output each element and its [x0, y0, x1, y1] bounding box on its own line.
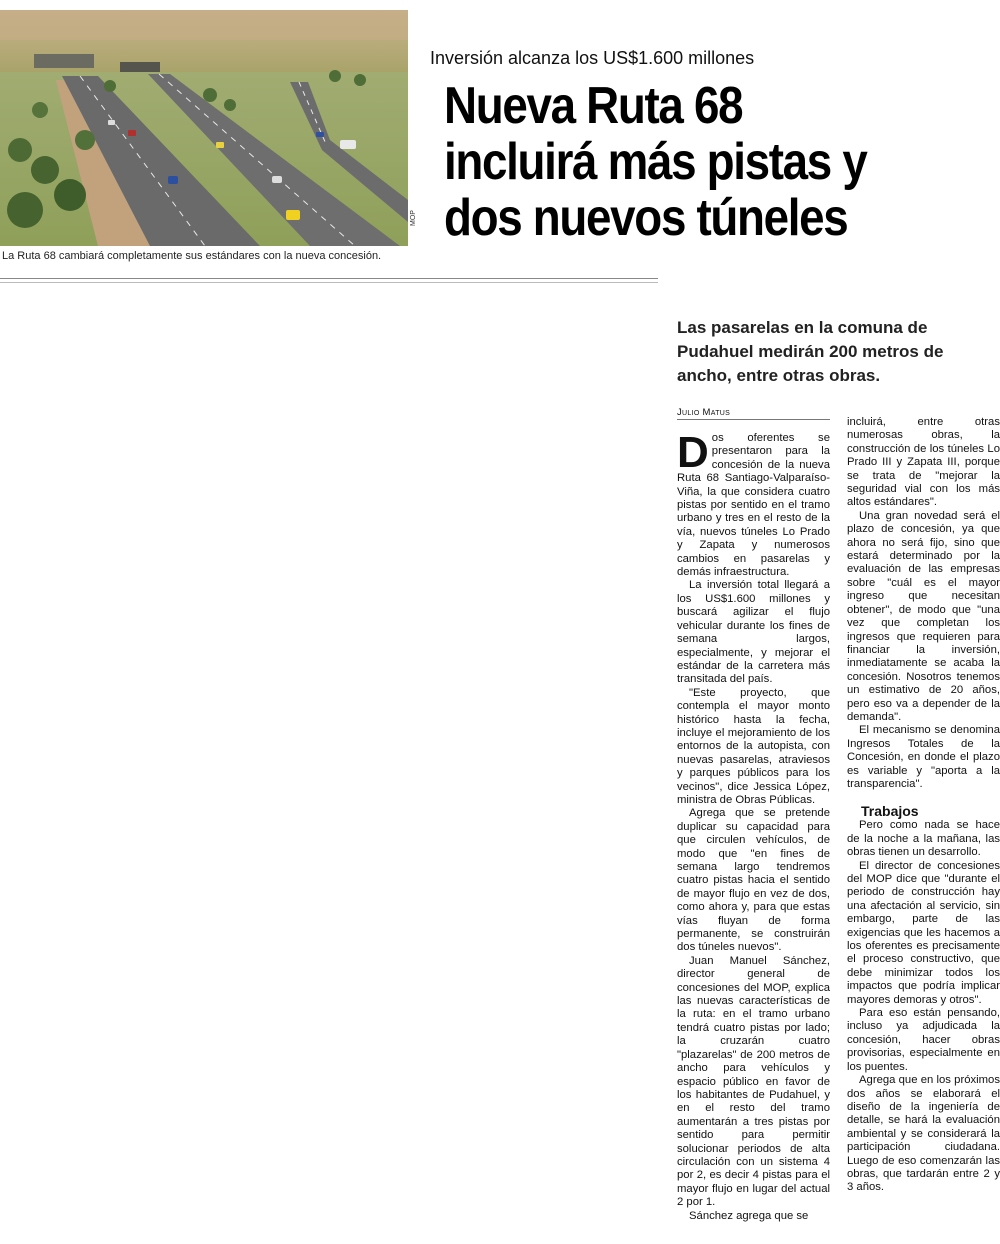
article-paragraph: incluirá, entre otras numerosas obras, la construcción de los túneles Lo Prado III y Zapata III, porque se trata de "mejorar la seguridad vial con los más altos estándares".: [847, 416, 1000, 509]
drop-cap: D: [677, 428, 709, 477]
article-paragraph: La inversión total llegará a los US$1.600 millones y buscará agilizar el flujo vehicular durante los fines de semana largos, especialmente, y mejorar el estándar de la carretera más transitada del país.: [677, 579, 830, 686]
highway-photo: [0, 10, 408, 246]
article-column-1: [677, 428, 830, 1223]
byline-divider: [677, 419, 830, 420]
article-paragraph: El mecanismo se denomina Ingresos Totales de la Concesión, en donde el plazo es variable y "aporta a la transparencia".: [847, 724, 1000, 790]
photo-credit: MOP: [410, 210, 417, 226]
article-paragraph: "Este proyecto, que contempla el mayor monto histórico hasta la fecha, incluye el mejoramiento de los entornos de la autopista, con nuevas pasarelas, atraviesos y parques públicos para los vecinos", dice Jessica López, ministra de Obras Públicas.: [677, 686, 830, 806]
article-paragraph: Sánchez agrega que se: [689, 1209, 809, 1222]
kicker: Inversión alcanza los US$1.600 millones: [430, 48, 755, 68]
divider: [0, 282, 658, 283]
section-heading: Trabajos: [861, 803, 919, 820]
article-paragraph: Una gran novedad será el plazo de concesión, ya que ahora no será fijo, sino que estará determinado por la evaluación de las empresas sobre "cuál es el mayor ingreso que necesitan obtener", de modo que "una vez que completan los ingresos que requieren para financiar la inversión, inmediatamente se acaba la concesión. Nosotros tenemos un estimativo de 20 años, pero eso va a depender de la demanda".: [847, 509, 1000, 723]
photo-caption: La Ruta 68 cambiará completamente sus estándares con la nueva concesión.: [2, 250, 382, 262]
article-paragraph: El director de concesiones del MOP dice que "durante el periodo de construcción hay una afectación al servicio, sin embargo, parte de las exigencias que les hacemos a los oferentes es precisamente el proceso constructivo, que debe minimizar todos los impactos que podría implicar mayores demoras y otros".: [847, 859, 1000, 1006]
article-paragraph: Agrega que se pretende duplicar su capacidad para que circulen vehículos, de modo que "en fines de semana largo tendremos cuatro pistas hacia el sentido de mayor flujo en vez de dos, como ahora y, para que estas vías fluyan de forma permanente, se construirán dos túneles nuevos".: [677, 807, 830, 954]
article-paragraph: Agrega que en los próximos dos años se elaborará el diseño de la ingeniería de detalle, se hará la evaluación ambiental y se considerará la participación ciudadana. Luego de eso comenzarán las obras, que tardarán entre 2 y 3 años.: [847, 1074, 1000, 1194]
article-paragraph: Pero como nada se hace de la noche a la mañana, las obras tienen un desarrollo.: [847, 819, 1000, 859]
divider: [0, 278, 658, 279]
article-paragraph: Dos oferentes se presentaron para la concesión de la nueva Ruta 68 Santiago-Valparaíso-Viña, la que considera cuatro pistas por sentido en el tramo urbano y tres en el resto de la vía, nuevos túneles Lo Prado y Zapata y numerosos cambios en pasarelas y demás infraestructura.: [677, 428, 830, 579]
article-paragraph: Para eso están pensando, incluso ya adjudicada la concesión, hacer obras provisorias, especialmente en los puentes.: [847, 1007, 1000, 1073]
headline-line: incluirá más pistas y: [444, 133, 867, 191]
headline-line: Nueva Ruta 68: [444, 77, 743, 135]
article-paragraph: Juan Manuel Sánchez, director general de concesiones del MOP, explica las nuevas características de la ruta: en el tramo urbano tendrá cuatro pistas por lado; la cruzarán cuatro "plazarelas" de 200 metros de ancho para vehículos y espacio público en favor de los habitantes de Pudahuel, y en el resto del tramo aumentarán a tres pistas por sentido para permitir solucionar periodos de alta circulación con un sistema 4 por 2, es decir 4 pistas para el mayor flujo en lugar del actual 2 por 1.: [677, 954, 830, 1209]
highway-illustration: [0, 10, 408, 246]
subhead: Las pasarelas en la comuna de Pudahuel medirán 200 metros de ancho, entre otras obras.: [677, 318, 944, 385]
headline: [444, 78, 933, 246]
byline: Julio Matus: [677, 407, 731, 418]
article-column-2: [847, 416, 1000, 1195]
headline-line: dos nuevos túneles: [444, 189, 848, 247]
